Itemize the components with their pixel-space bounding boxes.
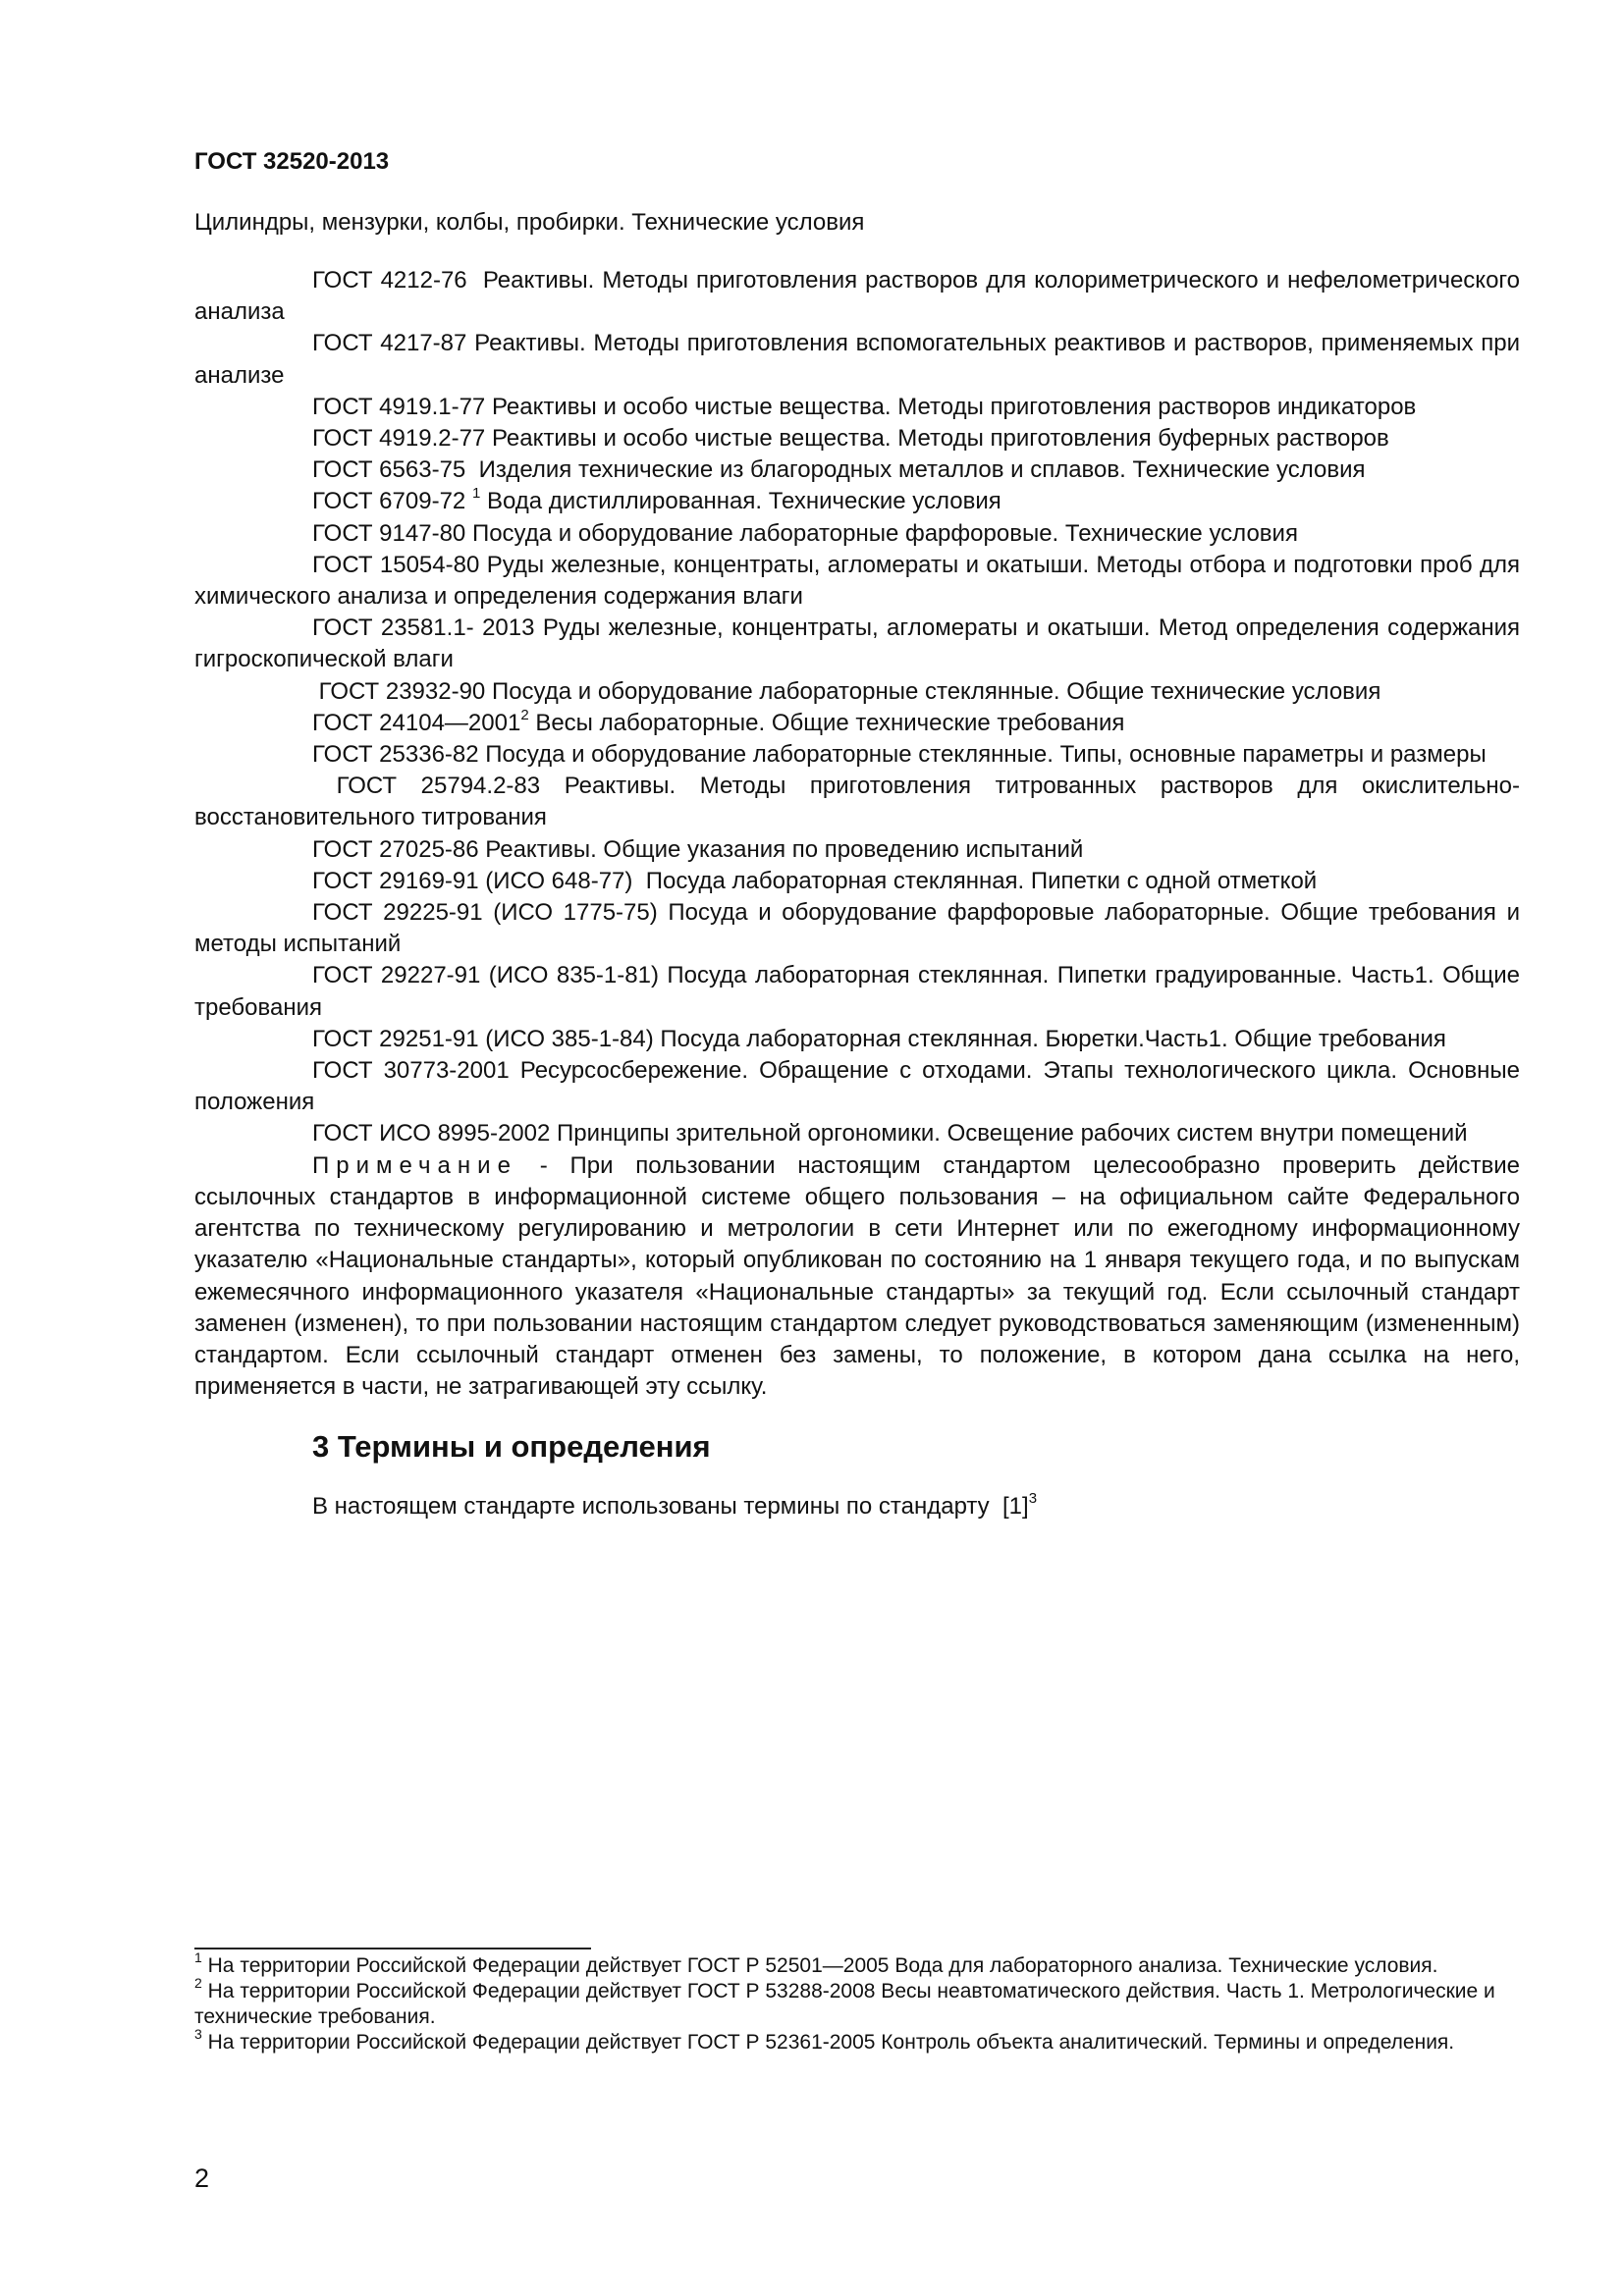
footnote-text: На территории Российской Федерации действует ГОСТ Р 52361-2005 Контроль объекта аналитический. Термины и определения. — [207, 2031, 1455, 2054]
reference-title: Реактивы и особо чистые вещества. Методы приготовления растворов индикаторов — [491, 393, 1417, 420]
reference-item — [194, 771, 1520, 833]
reference-title: Изделия технические из благородных металлов и сплавов. Технические условия — [478, 456, 1366, 484]
footnote-separator — [194, 1948, 591, 1949]
reference-code: ГОСТ 29227-91 (ИСО 835-1-81) — [312, 962, 659, 989]
reference-code: ГОСТ 23932-90 — [318, 677, 486, 705]
page-number: 2 — [194, 2163, 210, 2193]
footnote-number: 2 — [194, 1975, 202, 1991]
section-text — [194, 1491, 1520, 1522]
footnote-marker: 3 — [1028, 1490, 1038, 1508]
reference-code: ГОСТ 25794.2-83 — [336, 773, 541, 800]
reference-code: ГОСТ 4212-76 — [312, 267, 467, 294]
reference-item — [194, 834, 1520, 866]
reference-code: ГОСТ 29169-91 (ИСО 648-77) — [312, 867, 633, 894]
section-sentence: В настоящем стандарте использованы термины по стандарту — [312, 1493, 990, 1521]
footnote-text: На территории Российской Федерации действует ГОСТ Р 52501—2005 Вода для лабораторного анализа. Технические условия. — [207, 1954, 1438, 1977]
normative-references-list — [194, 265, 1520, 1150]
reference-title: Посуда лабораторная стеклянная. Пипетки градуированные. Часть1. Общие требования — [194, 962, 1521, 1021]
reference-item — [194, 960, 1520, 1023]
previous-reference-tail: Цилиндры, мензурки, колбы, пробирки. Технические условия — [194, 209, 865, 236]
reference-code: ГОСТ 4217-87 — [312, 330, 467, 357]
reference-title: Реактивы. Методы приготовления вспомогательных реактивов и растворов, применяемых при анализе — [194, 330, 1520, 389]
reference-title: Ресурсосбережение. Обращение с отходами. Этапы технологического цикла. Основные положения — [194, 1057, 1520, 1116]
reference-item — [194, 265, 1520, 328]
footnote-number: 3 — [194, 2026, 202, 2042]
reference-title: Посуда лабораторная стеклянная. Пипетки с одной отметкой — [645, 867, 1318, 894]
reference-title: Руды железные, концентраты, агломераты и окатыши. Методы отбора и подготовки проб для химического анализа и определения содержания влаги — [194, 551, 1520, 611]
reference-code: ГОСТ ИСО 8995-2002 — [312, 1120, 551, 1148]
reference-item — [194, 486, 1520, 517]
footnote-text: На территории Российской Федерации действует ГОСТ Р 53288-2008 Весы неавтоматического действия. Часть 1. Метрологические и технические требования. — [194, 1980, 1495, 2028]
reference-title: Вода дистиллированная. Технические условия — [486, 488, 1001, 515]
reference-title: Посуда лабораторная стеклянная. Бюретки.Часть1. Общие требования — [660, 1025, 1446, 1052]
reference-code: ГОСТ 25336-82 — [312, 741, 479, 769]
reference-item — [194, 423, 1520, 454]
reference-item — [194, 518, 1520, 550]
reference-item — [194, 708, 1520, 739]
reference-code: ГОСТ 15054-80 — [312, 551, 480, 578]
bibliography-ref: [1] — [1002, 1493, 1029, 1521]
reference-title: Посуда и оборудование лабораторные фарфоровые. Технические условия — [471, 519, 1298, 547]
reference-item — [194, 676, 1520, 708]
reference-code: ГОСТ 23581.1- 2013 — [312, 614, 535, 642]
footnote-item — [194, 1975, 1520, 2030]
footnote-marker: 1 — [471, 485, 481, 503]
note-label: Примечание — [312, 1151, 517, 1179]
reference-code: ГОСТ 9147-80 — [312, 519, 466, 547]
reference-title: Весы лабораторные. Общие технические требования — [535, 709, 1125, 736]
note-paragraph — [194, 1150, 1520, 1404]
footnote-item — [194, 2026, 1520, 2056]
reference-item — [194, 739, 1520, 771]
reference-item — [194, 897, 1520, 960]
reference-item — [194, 454, 1520, 486]
reference-code: ГОСТ 4919.1-77 — [312, 393, 486, 420]
reference-title: Руды железные, концентраты, агломераты и окатыши. Метод определения содержания гигроскопической влаги — [194, 614, 1521, 673]
reference-title: Посуда и оборудование фарфоровые лабораторные. Общие требования и методы испытаний — [194, 899, 1520, 958]
footnote-number: 1 — [194, 1949, 202, 1965]
reference-title: Реактивы. Методы приготовления растворов для колориметрического и нефелометрического анализа — [194, 267, 1520, 326]
reference-item — [194, 392, 1520, 423]
reference-item — [194, 328, 1520, 391]
reference-title: Принципы зрительной оргономики. Освещение рабочих систем внутри помещений — [557, 1120, 1468, 1148]
reference-item — [194, 866, 1520, 897]
reference-code: ГОСТ 4919.2-77 — [312, 425, 486, 453]
footnotes — [194, 1949, 1520, 2056]
reference-item — [194, 613, 1520, 675]
reference-item — [194, 1024, 1520, 1055]
reference-item — [194, 1055, 1520, 1118]
section-title: 3 Термины и определения — [312, 1429, 711, 1465]
footnote-marker: 2 — [520, 706, 529, 723]
reference-title: Реактивы и особо чистые вещества. Методы приготовления буферных растворов — [491, 425, 1389, 453]
reference-title: Посуда и оборудование лабораторные стеклянные. Общие технические условия — [491, 677, 1381, 705]
reference-code: ГОСТ 30773-2001 — [312, 1057, 510, 1085]
reference-code: ГОСТ 27025-86 — [312, 835, 479, 863]
document-id-header: ГОСТ 32520-2013 — [194, 148, 390, 175]
reference-item — [194, 550, 1520, 613]
note-body — [194, 1150, 1520, 1404]
footnote-item — [194, 1949, 1520, 1979]
reference-title: Реактивы. Общие указания по проведению испытаний — [485, 835, 1084, 863]
reference-code: ГОСТ 24104—2001 — [312, 709, 521, 736]
reference-code: ГОСТ 29225-91 (ИСО 1775-75) — [312, 899, 658, 927]
reference-title: Реактивы. Методы приготовления титрованных растворов для окислительно-восстановительного титрования — [194, 773, 1520, 831]
reference-code: ГОСТ 29251-91 (ИСО 385-1-84) — [312, 1025, 654, 1052]
document-page — [194, 147, 1520, 1523]
reference-title: Посуда и оборудование лабораторные стеклянные. Типы, основные параметры и размеры — [485, 741, 1487, 769]
note-text: - При пользовании настоящим стандартом целесообразно проверить действие ссылочных стандартов в информационной системе общего пользования – на официальном сайте Федерального агентства по техническому регулированию и метрологии в сети Интернет или по ежегодному информационному указателю «Национальные стандарты», который опубликован по состоянию на 1 января текущего года, и по выпускам ежемесячного информационного указателя «Национальные стандарты» за текущий год. Если ссылочный стандарт заменен (изменен), то при пользовании настоящим стандартом следует руководствоваться заменяющим (измененным) стандартом. Если ссылочный стандарт отменен без замены, то положение, в котором дана ссылка на него, применяется в части, не затрагивающей эту ссылку. — [194, 1151, 1520, 1401]
reference-code: ГОСТ 6709-72 — [312, 488, 466, 515]
reference-item — [194, 1118, 1520, 1149]
reference-code: ГОСТ 6563-75 — [312, 456, 466, 484]
